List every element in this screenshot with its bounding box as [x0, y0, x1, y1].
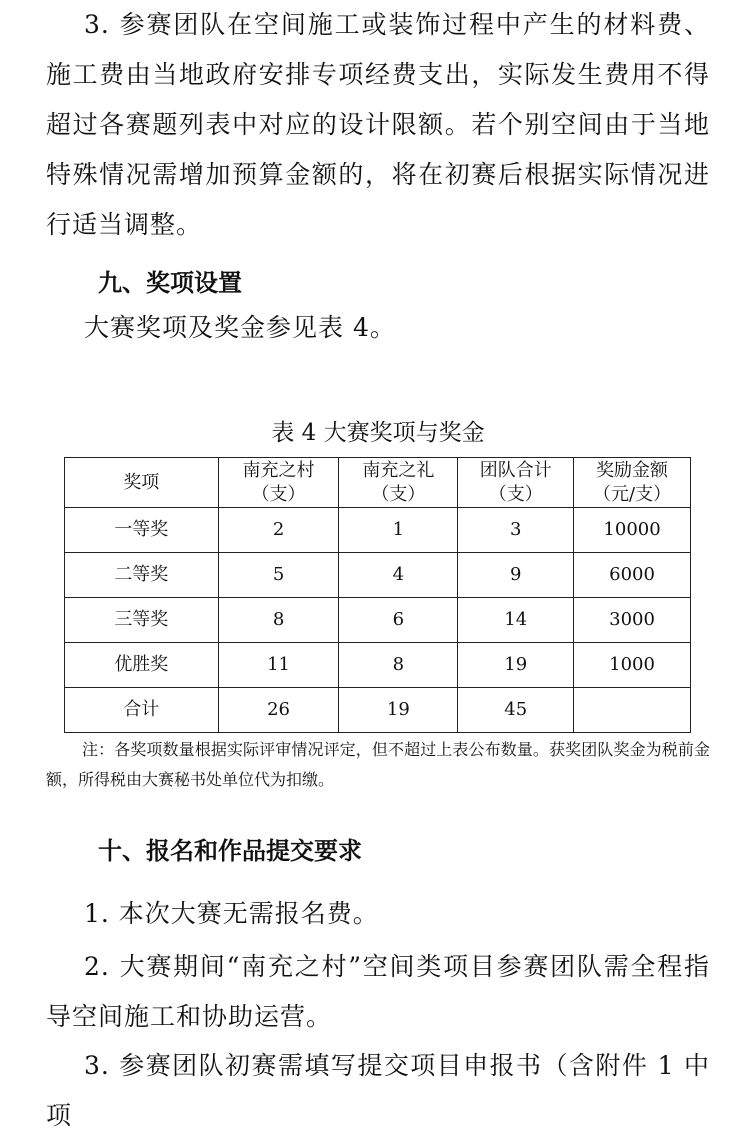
table-note: 注：各奖项数量根据实际评审情况评定，但不超过上表公布数量。获奖团队奖金为税前金额，所得税由大赛秘书处单位代为扣缴。 [46, 740, 710, 789]
table-cell: 合计 [65, 688, 219, 733]
table-cell: 8 [339, 643, 458, 688]
table-cell: 26 [218, 688, 339, 733]
table-cell: 14 [458, 598, 574, 643]
table-cell: 优胜奖 [65, 643, 219, 688]
header-cell-gift: 南充之礼 （支） [339, 458, 458, 508]
table-cell: 二等奖 [65, 553, 219, 598]
table-cell: 8 [218, 598, 339, 643]
header-cell-award: 奖项 [65, 458, 219, 508]
table-cell: 2 [218, 508, 339, 553]
table-row [65, 643, 691, 688]
table-cell: 4 [339, 553, 458, 598]
paragraph-awards-intro: 大赛奖项及奖金参见表 4。 [84, 313, 396, 342]
prize-table [64, 457, 691, 733]
table-cell: 3 [458, 508, 574, 553]
table-row [65, 553, 691, 598]
table-cell: 10000 [574, 508, 691, 553]
table-cell: 1 [339, 508, 458, 553]
table-row [65, 508, 691, 553]
table-cell: 1000 [574, 643, 691, 688]
heading-section-10: 十、报名和作品提交要求 [98, 837, 362, 865]
table-cell: 9 [458, 553, 574, 598]
table-caption: 表 4 大赛奖项与奖金 [271, 420, 485, 446]
table-cell: 6000 [574, 553, 691, 598]
table-cell: 11 [218, 643, 339, 688]
table-row-total [65, 688, 691, 733]
paragraph-costs: 3. 参赛团队在空间施工或装饰过程中产生的材料费、施工费由当地政府安排专项经费支出，实际发生费用不得超过各赛题列表中对应的设计限额。若个别空间由于当地特殊情况需增加预算金额的，将在初赛后根据实际情况进行适当调整。 [46, 10, 710, 239]
table-row [65, 598, 691, 643]
table-cell: 19 [339, 688, 458, 733]
heading-section-9: 九、奖项设置 [98, 269, 242, 297]
table-header-row [65, 458, 691, 508]
table-cell: 一等奖 [65, 508, 219, 553]
table-cell: 三等奖 [65, 598, 219, 643]
table-cell: 5 [218, 553, 339, 598]
table-cell: 45 [458, 688, 574, 733]
header-cell-team-total: 团队合计 （支） [458, 458, 574, 508]
table-cell: 6 [339, 598, 458, 643]
paragraph-item-1: 1. 本次大赛无需报名费。 [84, 899, 379, 928]
header-cell-prize-amount: 奖励金额 （元/支） [574, 458, 691, 508]
header-cell-village: 南充之村 （支） [218, 458, 339, 508]
table-cell [574, 688, 691, 733]
table-cell: 3000 [574, 598, 691, 643]
paragraph-item-2: 2. 大赛期间“南充之村”空间类项目参赛团队需全程指导空间施工和协助运营。 [46, 952, 710, 1031]
paragraph-item-3: 3. 参赛团队初赛需填写提交项目申报书（含附件 1 中项 [46, 1051, 710, 1130]
table-cell: 19 [458, 643, 574, 688]
